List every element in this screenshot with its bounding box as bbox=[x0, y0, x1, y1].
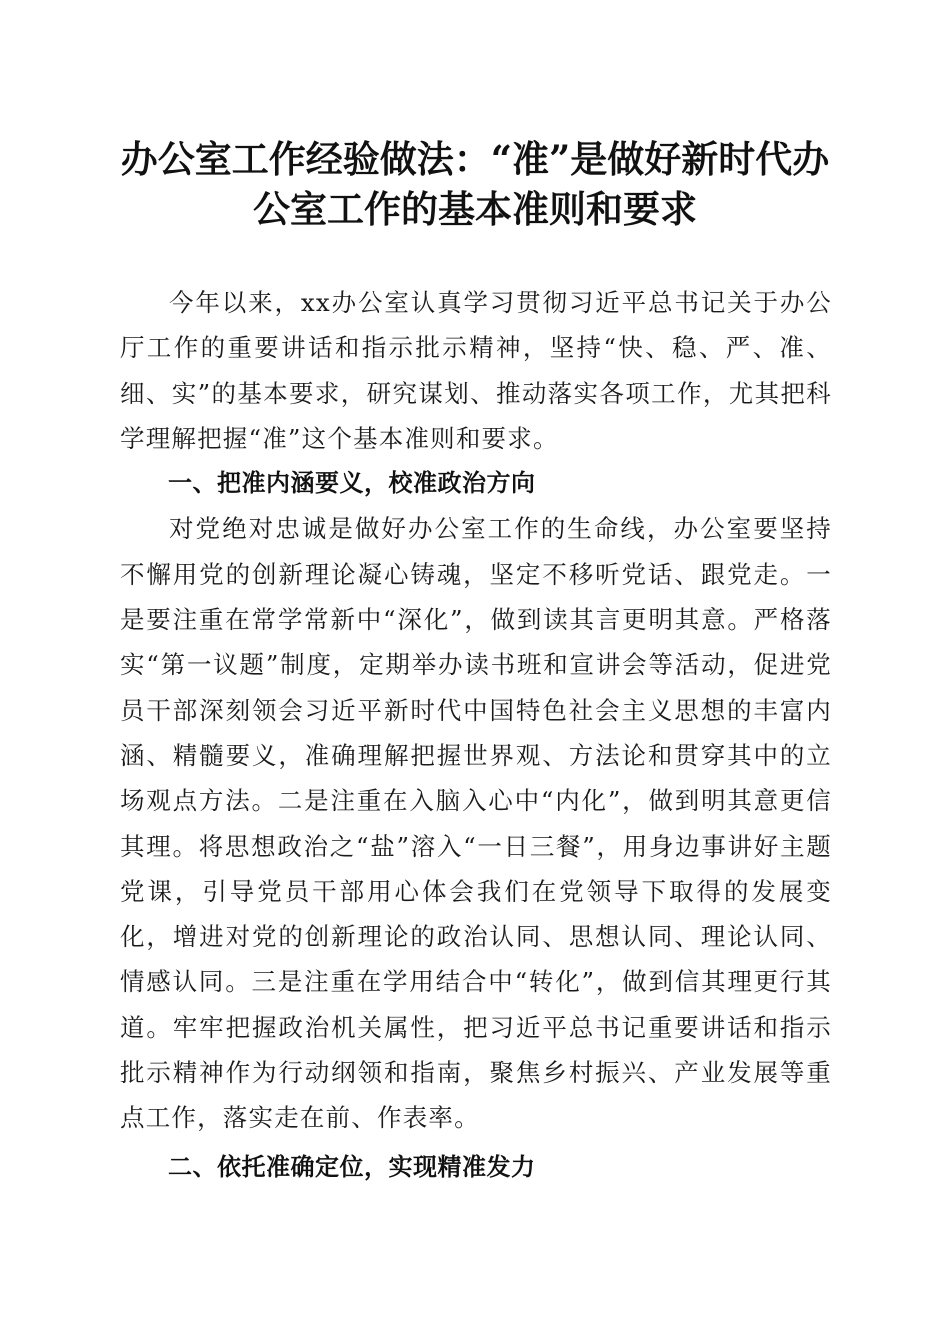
document-body bbox=[120, 280, 832, 1190]
section-heading-2: 二、依托准确定位，实现精准发力 bbox=[168, 1152, 536, 1181]
section-paragraph-1: 对党绝对忠诚是做好办公室工作的生命线，办公室要坚持不懈用党的创新理论凝心铸魂，坚定不移听党话、跟党走。一是要注重在常学常新中“深化”，做到读其言更明其意。严格落实“第一议题”制度，定期举办读书班和宣讲会等活动，促进党员干部深刻领会习近平新时代中国特色社会主义思想的丰富内涵、精髓要义，准确理解把握世界观、方法论和贯穿其中的立场观点方法。二是注重在入脑入心中“内化”，做到明其意更信其理。将思想政治之“盐”溶入“一日三餐”，用身边事讲好主题党课，引导党员干部用心体会我们在党领导下取得的发展变化，增进对党的创新理论的政治认同、思想认同、理论认同、情感认同。三是注重在学用结合中“转化”，做到信其理更行其道。牢牢把握政治机关属性，把习近平总书记重要讲话和指示批示精神作为行动纲领和指南，聚焦乡村振兴、产业发展等重点工作，落实走在前、作表率。 bbox=[120, 514, 832, 1133]
intro-paragraph: 今年以来，xx办公室认真学习贯彻习近平总书记关于办公厅工作的重要讲话和指示批示精神，坚持“快、稳、严、准、细、实”的基本要求，研究谋划、推动落实各项工作，尤其把科学理解把握“准”这个基本准则和要求。 bbox=[120, 288, 832, 453]
title-line-1: 办公室工作经验做法：“准”是做好新时代办 bbox=[120, 137, 830, 181]
title-line-2: 公室工作的基本准则和要求 bbox=[253, 187, 697, 231]
document-title bbox=[100, 134, 850, 234]
section-heading-1: 一、把准内涵要义，校准政治方向 bbox=[168, 469, 536, 498]
